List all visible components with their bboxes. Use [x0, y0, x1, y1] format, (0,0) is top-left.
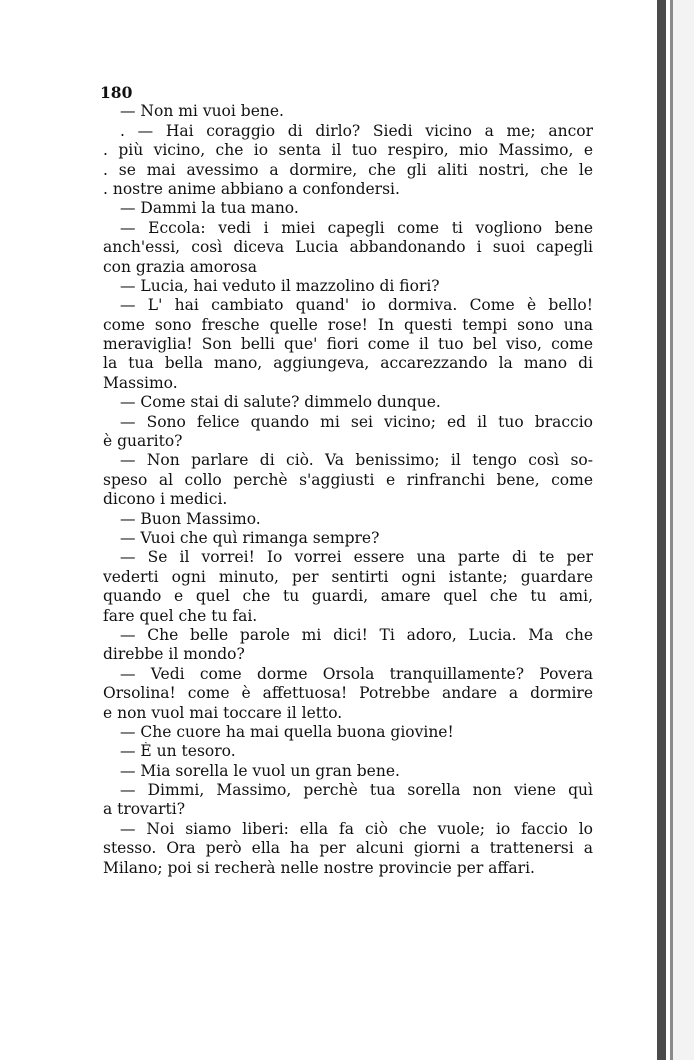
text-line: quando e quel che tu guardi, amare quel che tu ami, — [103, 587, 593, 606]
text-line: a trovarti? — [103, 800, 186, 819]
text-line: Milano; poi si recherà nelle nostre provincie per affari. — [103, 858, 535, 877]
text-line: — Dimmi, Massimo, perchè tua sorella non viene quì — [120, 781, 593, 800]
text-line: direbbe il mondo? — [103, 645, 245, 664]
page-edge-shadow — [673, 0, 694, 1060]
text-line: — Non mi vuoi bene. — [120, 102, 284, 121]
text-line: . — Hai coraggio di dirlo? Siedi vicino a me; ancor — [120, 121, 593, 140]
text-line: — Dammi la tua mano. — [120, 199, 299, 218]
text-line: — Vedi come dorme Orsola tranquillamente? Povera — [120, 664, 593, 683]
text-line: — Che cuore ha mai quella buona giovine! — [120, 722, 454, 741]
book-binding-edge — [657, 0, 666, 1060]
text-lines — [103, 102, 593, 878]
text-line: — Buon Massimo. — [120, 509, 261, 528]
text-line: — Noi siamo liberi: ella fa ciò che vuole; io faccio lo — [120, 819, 593, 838]
text-line: come sono fresche quelle rose! In questi tempi sono una — [103, 315, 593, 334]
text-line: Massimo. — [103, 373, 178, 392]
text-line: con grazia amorosa — [103, 257, 257, 276]
text-line: dicono i medici. — [103, 490, 228, 509]
text-line: vederti ogni minuto, per sentirti ogni istante; guardare — [103, 567, 593, 586]
text-line: . se mai avessimo a dormire, che gli aliti nostri, che le — [103, 160, 593, 179]
text-line: anch'essi, così diceva Lucia abbandonando i suoi capegli — [103, 238, 593, 257]
text-line: fare quel che tu fai. — [103, 606, 258, 625]
page-edge-highlight — [670, 0, 673, 1060]
text-line: — Come stai di salute? dimmelo dunque. — [120, 393, 441, 412]
text-line: speso al collo perchè s'aggiusti e rinfranchi bene, come — [103, 470, 593, 489]
text-line: . nostre anime abbiano a confondersi. — [103, 179, 400, 198]
text-line: — Eccola: vedi i miei capegli come ti vogliono bene — [120, 218, 593, 237]
text-line: — È un tesoro. — [120, 742, 236, 761]
text-line: . più vicino, che io senta il tuo respiro, mio Massimo, e — [103, 141, 593, 160]
text-line: stesso. Ora però ella ha per alcuni giorni a trattenersi a — [103, 839, 593, 858]
text-line: — Vuoi che quì rimanga sempre? — [120, 528, 380, 547]
text-line: — L' hai cambiato quand' io dormiva. Come è bello! — [120, 296, 593, 315]
page-number: 180 — [100, 83, 133, 102]
text-line: — Sono felice quando mi sei vicino; ed il tuo braccio — [120, 412, 593, 431]
text-line: la tua bella mano, aggiungeva, accarezzando la mano di — [103, 354, 593, 373]
text-line: — Se il vorrei! Io vorrei essere una parte di te per — [120, 548, 593, 567]
text-line: — Lucia, hai veduto il mazzolino di fiori? — [120, 276, 440, 295]
text-line: è guarito? — [103, 432, 183, 451]
text-line: — Non parlare di ciò. Va benissimo; il tengo così so- — [120, 451, 593, 470]
text-line: — Mia sorella le vuol un gran bene. — [120, 761, 400, 780]
text-line: Orsolina! come è affettuosa! Potrebbe andare a dormire — [103, 684, 593, 703]
text-line: e non vuol mai toccare il letto. — [103, 703, 343, 722]
page-text-block — [100, 83, 593, 878]
text-line: meraviglia! Son belli que' fiori come il tuo bel viso, come — [103, 335, 593, 354]
text-line: — Che belle parole mi dici! Ti adoro, Lucia. Ma che — [120, 625, 593, 644]
